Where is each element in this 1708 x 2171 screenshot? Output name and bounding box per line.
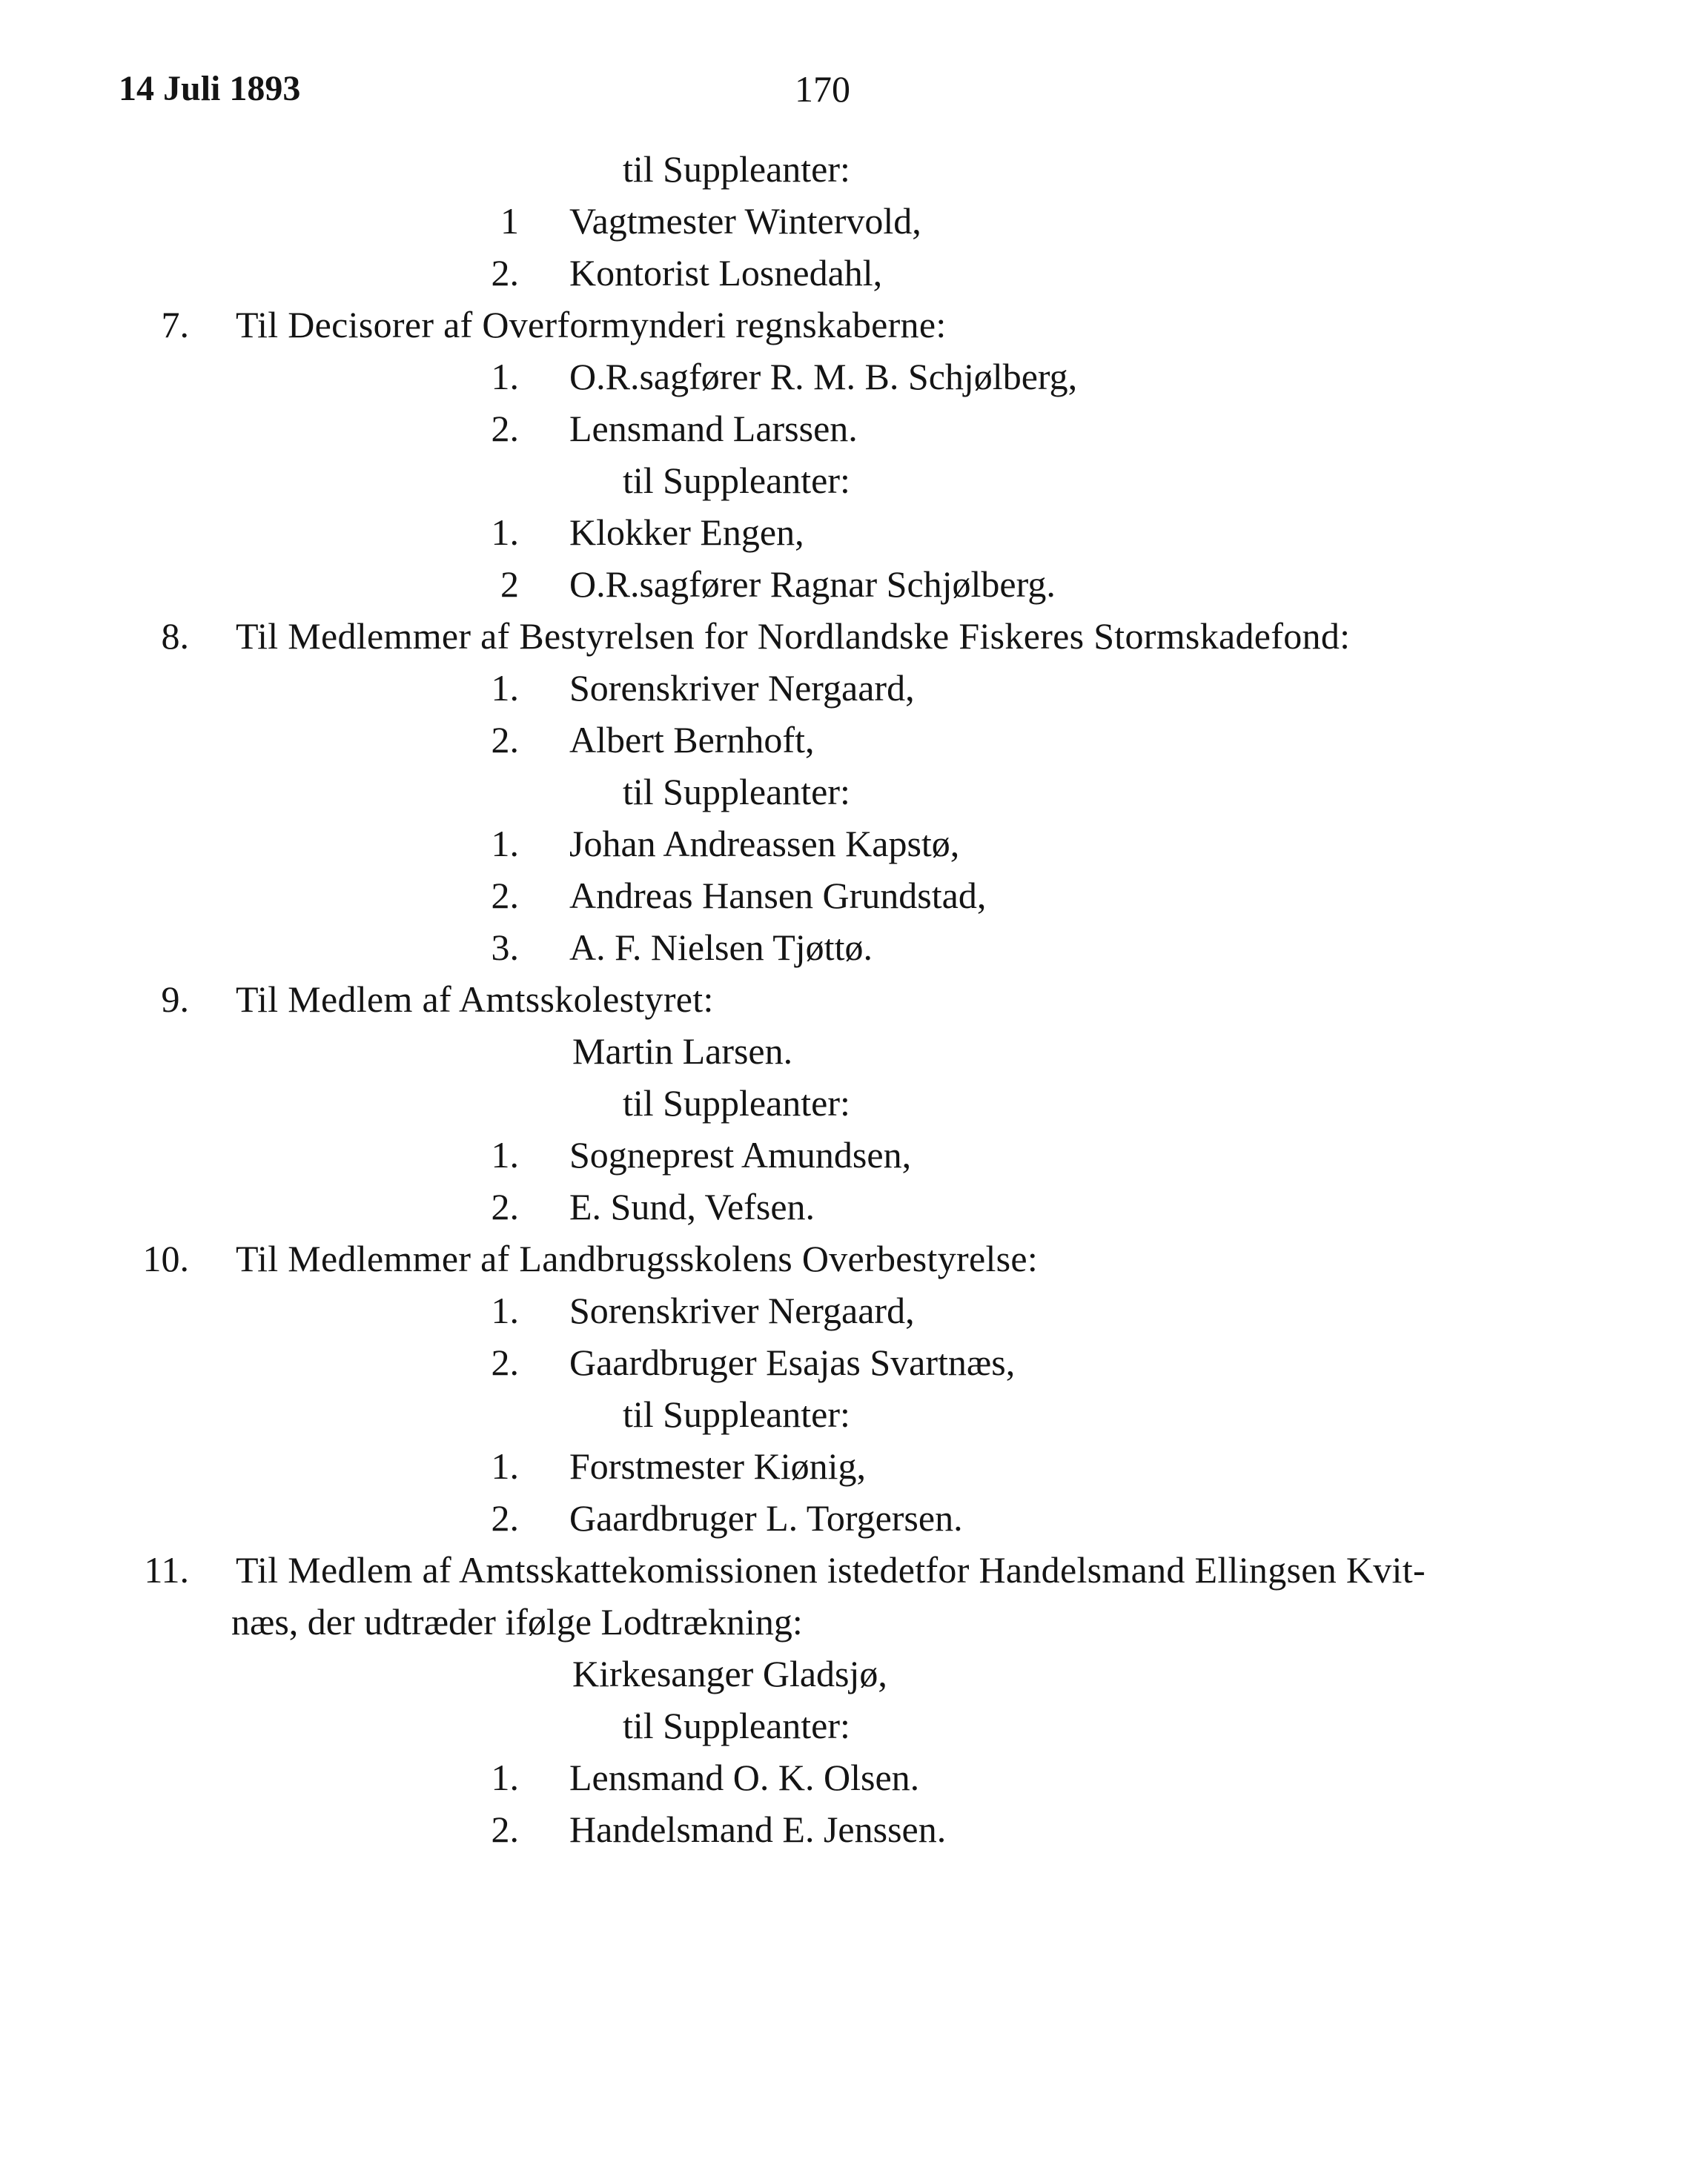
- list-item-number: 1.: [491, 823, 519, 864]
- section-number: 10.: [142, 1238, 189, 1279]
- page-number: 170: [795, 68, 850, 110]
- list-item-text: Sorenskriver Nergaard,: [569, 1290, 915, 1331]
- member-name: Kirkesanger Gladsjø,: [572, 1653, 887, 1694]
- list-item-text: Lensmand O. K. Olsen.: [569, 1757, 920, 1798]
- list-item-text: O.R.sagfører R. M. B. Schjølberg,: [569, 356, 1078, 397]
- list-item-text: Vagtmester Wintervold,: [569, 200, 921, 242]
- list-item-text: Albert Bernhoft,: [569, 719, 815, 760]
- section-heading: Til Medlemmer af Bestyrelsen for Nordlandske Fiskeres Stormskadefond:: [236, 615, 1351, 657]
- list-item-number: 2.: [491, 1809, 519, 1850]
- list-item-text: Gaardbruger Esajas Svartnæs,: [569, 1342, 1016, 1383]
- list-item-number: 1.: [491, 1757, 519, 1798]
- list-item-number: 1.: [491, 356, 519, 397]
- list-item-number: 1.: [491, 1445, 519, 1487]
- section-number: 7.: [161, 304, 189, 345]
- list-item-text: Andreas Hansen Grundstad,: [569, 875, 987, 916]
- section-heading: Til Decisorer af Overformynderi regnskaberne:: [236, 304, 947, 345]
- list-item-text: O.R.sagfører Ragnar Schjølberg.: [569, 563, 1056, 605]
- section-number: 9.: [161, 978, 189, 1020]
- list-item-text: Klokker Engen,: [569, 511, 804, 553]
- list-item-number: 2.: [491, 719, 519, 760]
- section-heading: Til Medlem af Amtsskattekomissionen istedetfor Handelsmand Ellingsen Kvit-: [236, 1549, 1426, 1591]
- list-item-text: Forstmester Kiønig,: [569, 1445, 866, 1487]
- substitutes-heading: til Suppleanter:: [623, 771, 850, 812]
- substitutes-heading: til Suppleanter:: [623, 1393, 850, 1435]
- list-item-number: 1: [500, 200, 519, 242]
- section-heading-continuation: næs, der udtræder ifølge Lodtrækning:: [231, 1601, 803, 1643]
- section-heading: Til Medlemmer af Landbrugsskolens Overbestyrelse:: [236, 1238, 1039, 1279]
- list-item-number: 2.: [491, 252, 519, 294]
- list-item-text: Kontorist Losnedahl,: [569, 252, 883, 294]
- page-date: 14 Juli 1893: [119, 69, 301, 108]
- list-item-number: 2.: [491, 1186, 519, 1227]
- list-item-number: 2.: [491, 1342, 519, 1383]
- list-item-text: A. F. Nielsen Tjøttø.: [569, 927, 873, 968]
- list-item-number: 1.: [491, 511, 519, 553]
- section-number: 11.: [144, 1549, 189, 1591]
- list-item-text: Gaardbruger L. Torgersen.: [569, 1497, 963, 1539]
- list-item-number: 2.: [491, 875, 519, 916]
- list-item-text: Sorenskriver Nergaard,: [569, 667, 915, 709]
- list-item-number: 2.: [491, 408, 519, 449]
- substitutes-heading: til Suppleanter:: [623, 1705, 850, 1746]
- list-item-number: 1.: [491, 1134, 519, 1176]
- section-heading: Til Medlem af Amtsskolestyret:: [236, 978, 714, 1020]
- list-item-number: 3.: [491, 927, 519, 968]
- list-item-text: Sogneprest Amundsen,: [569, 1134, 912, 1176]
- list-item-number: 2.: [491, 1497, 519, 1539]
- list-item-text: Handelsmand E. Jenssen.: [569, 1809, 947, 1850]
- list-item-text: Johan Andreassen Kapstø,: [569, 823, 960, 864]
- substitutes-heading: til Suppleanter:: [623, 460, 850, 501]
- substitutes-heading: til Suppleanter:: [623, 148, 850, 190]
- list-item-text: Lensmand Larssen.: [569, 408, 858, 449]
- member-name: Martin Larsen.: [572, 1030, 793, 1072]
- list-item-text: E. Sund, Vefsen.: [569, 1186, 815, 1227]
- section-number: 8.: [161, 615, 189, 657]
- list-item-number: 2: [500, 563, 519, 605]
- list-item-number: 1.: [491, 1290, 519, 1331]
- substitutes-heading: til Suppleanter:: [623, 1082, 850, 1124]
- list-item-number: 1.: [491, 667, 519, 709]
